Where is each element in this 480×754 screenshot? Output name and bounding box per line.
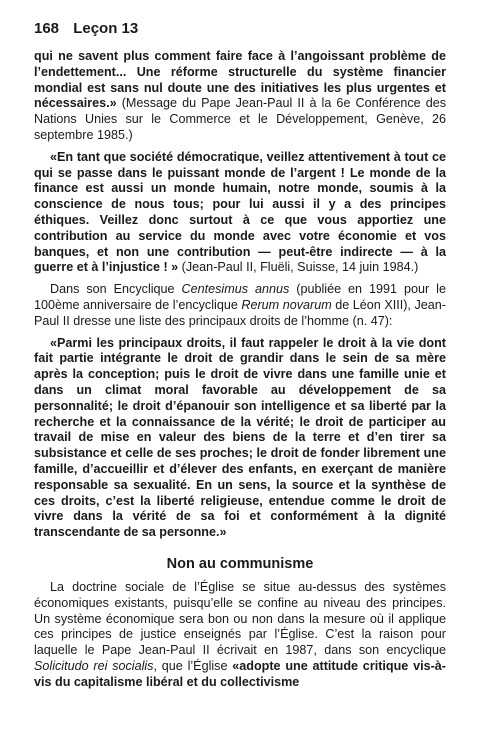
text-run: Dans son Encyclique bbox=[50, 282, 182, 297]
paragraph-droits bbox=[34, 336, 446, 541]
section-heading: Non au communisme bbox=[166, 555, 314, 572]
page bbox=[34, 20, 446, 690]
encyclical-title: Rerum novarum bbox=[241, 297, 332, 312]
citation: (Jean-Paul II, Fluëli, Suisse, 14 juin 1984.) bbox=[178, 260, 419, 275]
chapter-title: Leçon 13 bbox=[73, 20, 139, 37]
quote-bold: «adopte une attitude critique vis-à-vis du capitalisme libéral et du collectivisme bbox=[34, 658, 446, 689]
text-run: , que l’Église bbox=[153, 658, 233, 673]
encyclical-title: Solicitudo rei socialis bbox=[34, 658, 154, 673]
paragraph-communisme bbox=[34, 580, 446, 691]
running-header bbox=[34, 20, 446, 37]
encyclical-title: Centesimus annus bbox=[181, 282, 290, 297]
quote-bold: «En tant que société démocratique, veillez attentivement à tout ce qui se passe dans le puissant monde de l’argent ! Le monde de la finance est aussi un monde humain, notre monde, soumis à la conscience de nous tous; pour lui aussi il y a des principes éthiques. Veillez donc surtout à ce que vous apportiez une contribution au service du monde avec votre économie et vos banques, et non une contribution — peut-être indirecte — à la guerre et à l’injustice ! » bbox=[34, 149, 446, 275]
quote-bold: qui ne savent plus comment faire face à l’angoissant problème de l’endettement... Une réforme structurelle du système financier mondial est sans nul doute une des initiatives les plus urgentes et nécessaires.» bbox=[34, 49, 446, 111]
text-run: de Léon XIII), Jean-Paul II dresse une liste des principaux droits de l’homme (n. 47): bbox=[34, 297, 446, 328]
text-run: La doctrine sociale de l’Église se situe au-dessus des systèmes économiques existants, puisqu’elle se confine au niveau des principes. Un système économique sera bon ou non dans la mesure où il applique ces principes de justice enseignés par l’Église. C’est la raison pour laquelle le Pape Jean-Paul II écrivait en 1987, dans son encyclique bbox=[34, 579, 446, 658]
page-number: 168 bbox=[34, 20, 60, 37]
paragraph-democratie bbox=[34, 150, 446, 276]
quote-bold: «Parmi les principaux droits, il faut rappeler le droit à la vie dont fait partie intégrante le droit de grandir dans le sein de sa mère après la conception; puis le droit de vivre dans une famille unie et dans un climat moral favorable au développement de sa personnalité; le droit d’épanouir son intelligence et sa liberté par la recherche et la connaissance de la vérité; le droit de participer au travail de mise en valeur des biens de la terre et d’en tirer sa subsistance et celle de ses proches; le droit de fonder librement une famille, d’accueillir et d’élever des enfants, en exerçant de manière responsable sa sexualité. En un sens, la source et la synthèse de ces droits, c’est la liberté religieuse, entendue comme le droit de vivre dans la vérité de sa foi et conformément à la dignité transcendante de sa personne.» bbox=[34, 335, 446, 540]
paragraph-endettement bbox=[34, 49, 446, 144]
citation: (Message du Pape Jean-Paul II à la 6e Conférence des Nations Unies sur le Commerce et le Développement, Genève, 26 septembre 1985.) bbox=[34, 96, 446, 142]
text-run: (publiée en 1991 pour le 100ème anniversaire de l’encyclique bbox=[34, 282, 446, 312]
paragraph-centesimus bbox=[34, 282, 446, 329]
